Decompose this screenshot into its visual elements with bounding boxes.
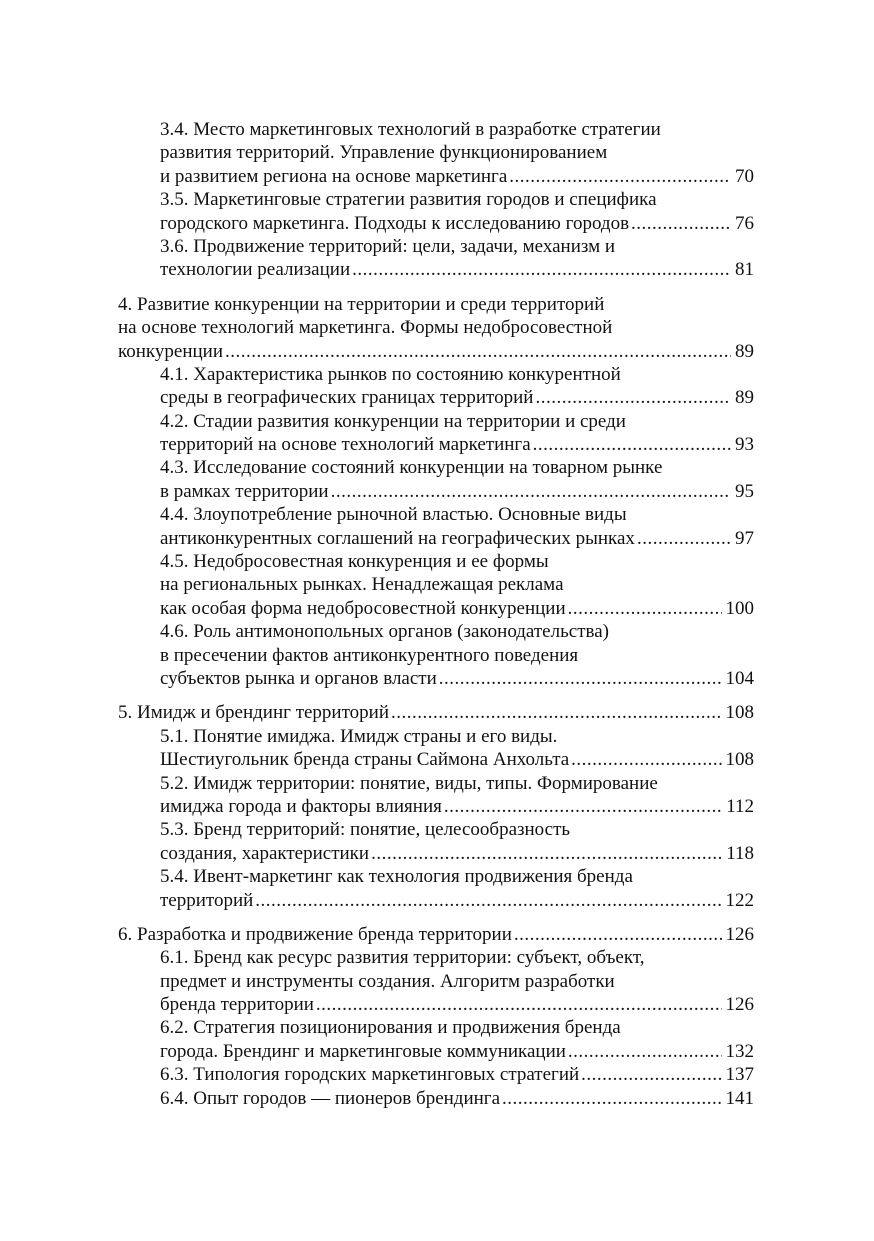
toc-entry-line: 4.6. Роль антимонопольных органов (законодательства) <box>160 621 609 643</box>
toc-entry-last-line <box>118 748 754 771</box>
page-number[interactable]: 93 <box>735 434 754 456</box>
toc-entry-line: 4. Развитие конкуренции на территории и среди территорий <box>118 293 605 315</box>
toc-section-s5-1[interactable] <box>118 725 754 772</box>
toc-entry-last-line <box>118 923 754 946</box>
page-number[interactable]: 141 <box>725 1087 754 1109</box>
toc-section-s6-1[interactable] <box>118 946 754 1016</box>
toc-entry-line: 5.2. Имидж территории: понятие, виды, типы. Формирование <box>160 772 658 794</box>
toc-entry-title: территорий на основе технологий маркетинга <box>160 434 531 456</box>
toc-section-s4-5[interactable] <box>118 550 754 620</box>
toc-section-s4-6[interactable] <box>118 620 754 690</box>
toc-entry-last-line <box>118 667 754 690</box>
toc-entry-title: имиджа города и факторы влияния <box>160 795 442 817</box>
toc-section-s5-3[interactable] <box>118 818 754 865</box>
toc-entry-title: Шестиугольник бренда страны Саймона Анхольта <box>160 749 570 771</box>
toc-entry-last-line <box>118 1087 754 1110</box>
toc-entry-last-line <box>118 433 754 456</box>
page-number[interactable]: 126 <box>725 994 754 1016</box>
toc-section-s4-4[interactable] <box>118 503 754 550</box>
dot-leader <box>581 1063 721 1086</box>
toc-entry-line: на региональных рынках. Ненадлежащая реклама <box>160 574 564 596</box>
dot-leader <box>514 923 722 946</box>
page-number[interactable]: 118 <box>726 842 754 864</box>
toc-section-s4-2[interactable] <box>118 410 754 457</box>
dot-leader <box>533 433 731 456</box>
dot-leader <box>316 993 722 1016</box>
dot-leader <box>535 386 731 409</box>
dot-leader <box>571 748 721 771</box>
toc-section-s4-3[interactable] <box>118 456 754 503</box>
dot-leader <box>509 165 731 188</box>
page-number[interactable]: 108 <box>725 702 754 724</box>
toc-entry-last-line <box>118 386 754 409</box>
toc-entry-title: территорий <box>160 889 254 911</box>
toc-entry-title: создания, характеристики <box>160 842 370 864</box>
toc-entry-last-line <box>118 165 754 188</box>
toc-section-s6-3[interactable] <box>118 1063 754 1086</box>
dot-leader <box>631 212 731 235</box>
toc-entry-line: в пресечении фактов антиконкурентного поведения <box>160 644 579 666</box>
dot-leader <box>255 889 721 912</box>
toc-entry-title: и развитием региона на основе маркетинга <box>160 165 508 187</box>
toc-section-s5-2[interactable] <box>118 772 754 819</box>
dot-leader <box>568 597 722 620</box>
page-number[interactable]: 76 <box>735 212 754 234</box>
toc-entry-last-line <box>118 1063 754 1086</box>
toc-entry-line: предмет и инструменты создания. Алгоритм разработки <box>160 970 615 992</box>
toc-entry-title: города. Брендинг и маркетинговые коммуникации <box>160 1040 566 1062</box>
toc-entry-line: 5.4. Ивент-маркетинг как технология продвижения бренда <box>160 866 633 888</box>
dot-leader <box>439 667 722 690</box>
toc-section-s3-6[interactable] <box>118 235 754 282</box>
page-number[interactable]: 137 <box>725 1064 754 1086</box>
dot-leader <box>637 527 731 550</box>
toc-chapter-c5[interactable] <box>118 701 754 724</box>
toc-entry-line: 3.6. Продвижение территорий: цели, задачи, механизм и <box>160 235 616 257</box>
page-number[interactable]: 100 <box>725 597 754 619</box>
toc-entry-title: 6. Разработка и продвижение бренда территории <box>118 923 512 945</box>
page-number[interactable]: 132 <box>725 1040 754 1062</box>
toc-chapter-c6[interactable] <box>118 923 754 946</box>
dot-leader <box>371 842 722 865</box>
toc-entry-last-line <box>118 795 754 818</box>
dot-leader <box>391 701 722 724</box>
toc-entry-title: 6.4. Опыт городов — пионеров брендинга <box>160 1087 501 1109</box>
toc-entry-title: 6.3. Типология городских маркетинговых стратегий <box>160 1064 580 1086</box>
toc-entry-line: 4.5. Недобросовестная конкуренция и ее формы <box>160 551 549 573</box>
page-number[interactable]: 95 <box>735 480 754 502</box>
toc-entry-title: 5. Имидж и брендинг территорий <box>118 702 389 724</box>
dot-leader <box>502 1087 721 1110</box>
page-number[interactable]: 126 <box>725 923 754 945</box>
toc-entry-line: 6.1. Бренд как ресурс развития территории: субъект, объект, <box>160 947 645 969</box>
toc-entry-last-line <box>118 258 754 281</box>
table-of-contents <box>118 118 754 1110</box>
toc-section-s6-4[interactable] <box>118 1087 754 1110</box>
toc-entry-last-line <box>118 701 754 724</box>
page-number[interactable]: 81 <box>735 259 754 281</box>
toc-entry-line: 3.4. Место маркетинговых технологий в разработке стратегии <box>160 119 661 140</box>
page-number[interactable]: 112 <box>726 795 754 817</box>
dot-leader <box>331 480 731 503</box>
toc-entry-line: 5.1. Понятие имиджа. Имидж страны и его виды. <box>160 725 558 747</box>
toc-entry-line: 3.5. Маркетинговые стратегии развития городов и специфика <box>160 189 657 211</box>
toc-entry-line: 4.1. Характеристика рынков по состоянию конкурентной <box>160 363 621 385</box>
dot-leader <box>352 258 731 281</box>
toc-entry-line: 4.3. Исследование состояний конкуренции на товарном рынке <box>160 457 663 479</box>
toc-entry-line: 5.3. Бренд территорий: понятие, целесообразность <box>160 819 571 841</box>
toc-chapter-c4[interactable] <box>118 293 754 363</box>
toc-entry-last-line <box>118 889 754 912</box>
toc-entry-line: развития территорий. Управление функционированием <box>160 142 608 164</box>
page-number[interactable]: 70 <box>735 165 754 187</box>
toc-entry-title: конкуренции <box>118 340 224 362</box>
toc-entry-line: 4.2. Стадии развития конкуренции на территории и среди <box>160 410 626 432</box>
toc-entry-last-line <box>118 842 754 865</box>
toc-entry-last-line <box>118 597 754 620</box>
toc-entry-title: среды в географических границах территорий <box>160 387 534 409</box>
toc-entry-last-line <box>118 993 754 1016</box>
dot-leader <box>568 1040 722 1063</box>
toc-section-s3-5[interactable] <box>118 188 754 235</box>
toc-section-s5-4[interactable] <box>118 865 754 912</box>
page-number[interactable]: 122 <box>725 889 754 911</box>
page-number[interactable]: 97 <box>735 527 754 549</box>
toc-entry-last-line <box>118 340 754 363</box>
toc-entry-title: городского маркетинга. Подходы к исследованию городов <box>160 212 630 234</box>
toc-entry-title: бренда территории <box>160 994 314 1016</box>
toc-entry-title: антиконкурентных соглашений на географических рынках <box>160 527 635 549</box>
toc-section-s4-1[interactable] <box>118 363 754 410</box>
page-number[interactable]: 89 <box>735 340 754 362</box>
toc-entry-title: в рамках территории <box>160 480 329 502</box>
toc-entry-line: 4.4. Злоупотребление рыночной властью. Основные виды <box>160 504 627 526</box>
dot-leader <box>225 340 731 363</box>
toc-entry-line: на основе технологий маркетинга. Формы недобросовестной <box>118 317 613 339</box>
toc-entry-last-line <box>118 212 754 235</box>
toc-entry-title: технологии реализации <box>160 259 351 281</box>
toc-entry-last-line <box>118 480 754 503</box>
toc-entry-title: как особая форма недобросовестной конкуренции <box>160 597 566 619</box>
page-number[interactable]: 108 <box>725 749 754 771</box>
dot-leader <box>444 795 722 818</box>
page-number[interactable]: 104 <box>725 667 754 689</box>
toc-entry-line: 6.2. Стратегия позиционирования и продвижения бренда <box>160 1017 621 1039</box>
toc-entry-last-line <box>118 527 754 550</box>
page-number[interactable]: 89 <box>735 387 754 409</box>
toc-section-s6-2[interactable] <box>118 1016 754 1063</box>
toc-entry-title: субъектов рынка и органов власти <box>160 667 437 689</box>
toc-entry-last-line <box>118 1040 754 1063</box>
toc-section-s3-4[interactable] <box>118 118 754 188</box>
